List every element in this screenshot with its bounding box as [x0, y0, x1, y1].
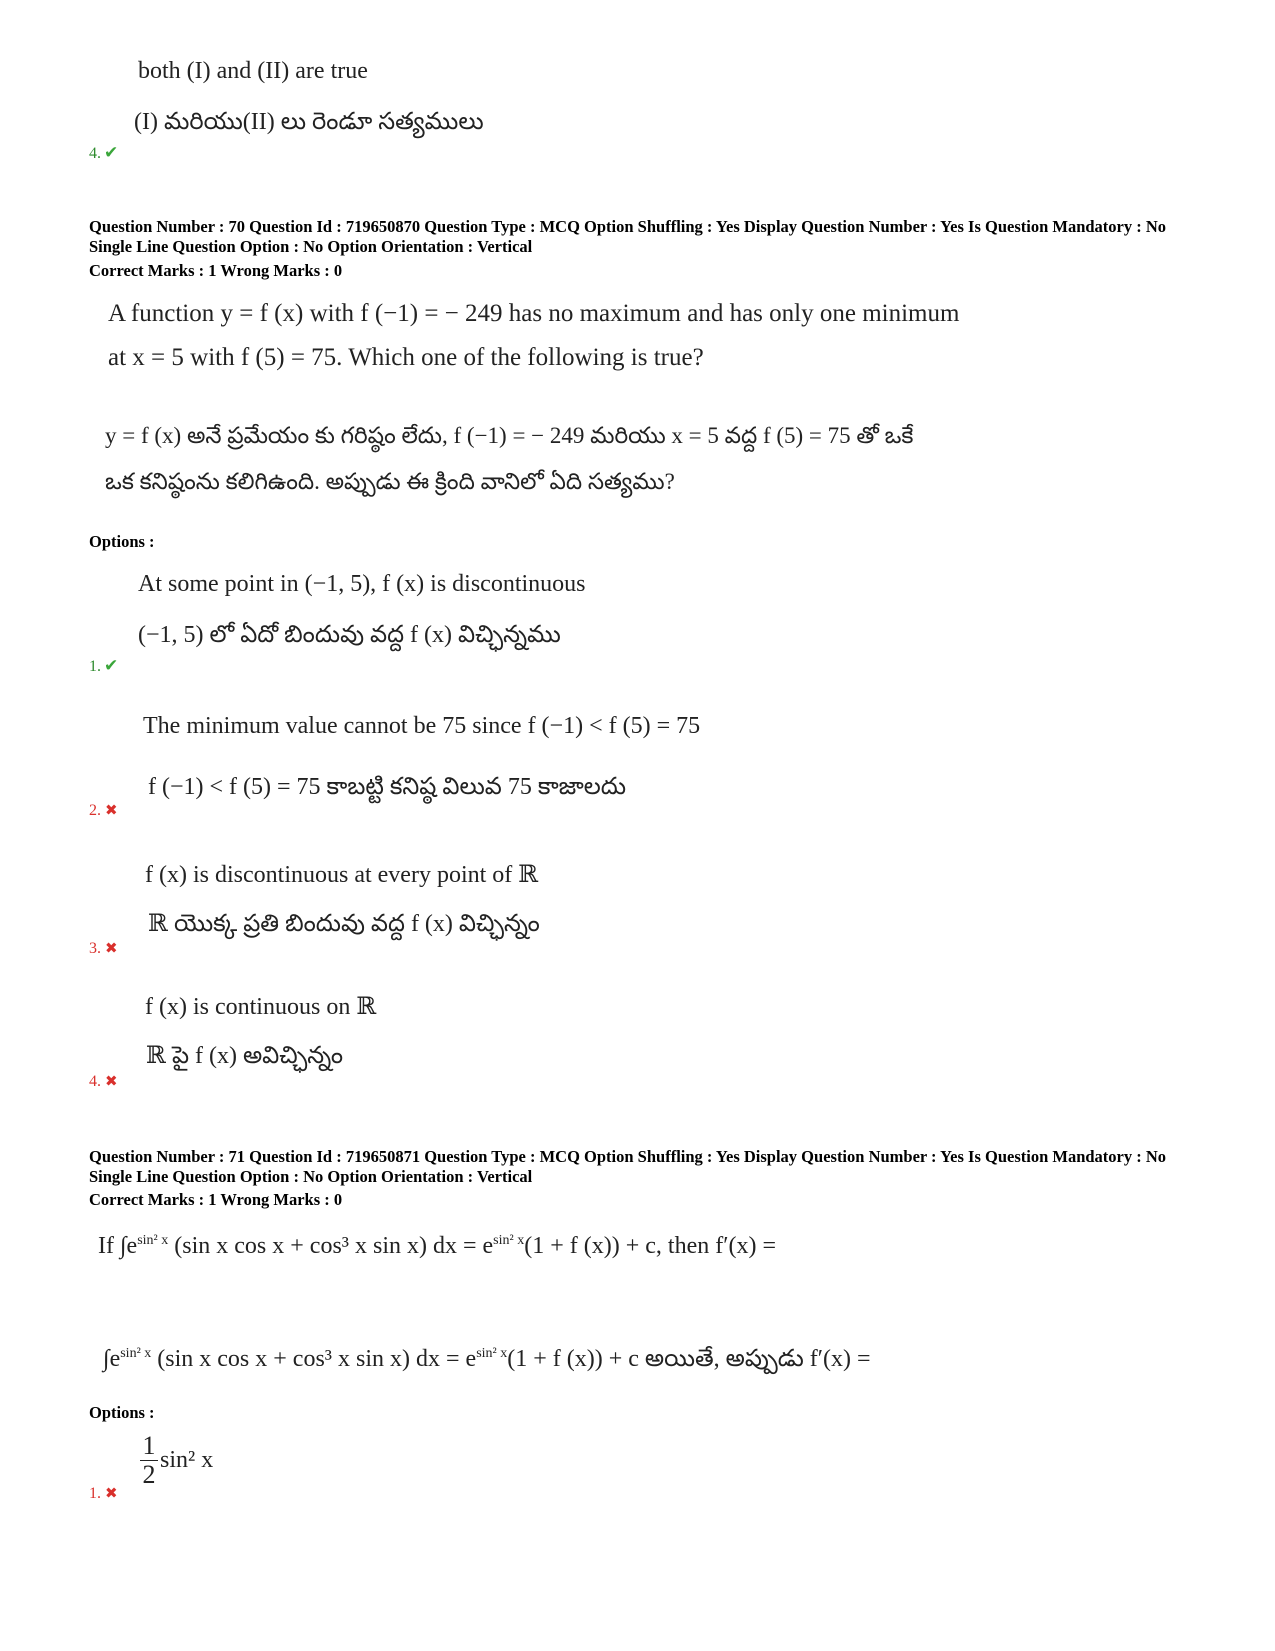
- question-70-option-3-text-te: ℝ యొక్క ప్రతి బిందువు వద్ద f (x) విచ్ఛిన్నం: [148, 911, 540, 937]
- question-71-option-1-label[interactable]: [89, 1484, 118, 1503]
- question-70-option-4-text-en: f (x) is continuous on ℝ: [145, 994, 377, 1020]
- fraction: [140, 1432, 158, 1489]
- question-71-options-label: Options :: [89, 1403, 155, 1422]
- numerator: 1: [142, 1431, 156, 1460]
- question-71-option-1-text: [140, 1432, 213, 1489]
- option-number: 4.: [89, 145, 101, 162]
- exponent: sin² x: [120, 1346, 152, 1361]
- question-71-meta: Question Number : 71 Question Id : 719650871 Question Type : MCQ Option Shuffling : Yes Display Question Number : Yes Is Question Mandatory : No Single Line Question Option : No Option Orientation : Vertical: [89, 1147, 1167, 1186]
- question-70-option-1-text-te: (−1, 5) లో ఏదో బిందువు వద్ద f (x) విచ్ఛిన్నము: [138, 622, 561, 648]
- question-70-text-en-line2: at x = 5 with f (5) = 75. Which one of the following is true?: [108, 344, 704, 371]
- question-70-option-2-label[interactable]: [89, 801, 118, 820]
- question-70-text-te-line2: ఒక కనిష్ఠంను కలిగిఉంది. అప్పుడు ఈ క్రింది వానిలో ఏది సత్యము?: [105, 469, 675, 494]
- check-icon: ✔: [104, 656, 119, 675]
- option-number: 1.: [89, 1485, 101, 1502]
- question-70-options-label: Options :: [89, 532, 155, 551]
- rhs: (1 + f (x)) + c: [524, 1233, 656, 1259]
- exponent: sin² x: [493, 1233, 525, 1248]
- question-70-option-4-text-te: ℝ పై f (x) అవిచ్ఛిన్నం: [146, 1043, 344, 1069]
- cross-icon: ✖: [105, 941, 118, 957]
- question-70-text-en-line1: A function y = f (x) with f (−1) = − 249 has no maximum and has only one minimum: [108, 300, 960, 327]
- option-number: 4.: [89, 1073, 101, 1090]
- question-71-marks: Correct Marks : 1 Wrong Marks : 0: [89, 1190, 343, 1209]
- check-icon: ✔: [104, 143, 119, 162]
- option-expression: sin² x: [160, 1447, 214, 1473]
- integrand: (sin x cos x + cos³ x sin x) dx = e: [174, 1233, 494, 1259]
- question-70-option-2-text-te: f (−1) < f (5) = 75 కాబట్టి కనిష్ఠ విలువ 75 కాజాలదు: [148, 774, 627, 800]
- option-number: 1.: [89, 658, 101, 675]
- then-clause-en: , then f′(x) =: [655, 1233, 776, 1259]
- option-number: 2.: [89, 802, 101, 819]
- denominator: 2: [142, 1460, 156, 1489]
- prev-option-4-text-te: (I) మరియు(II) లు రెండూ సత్యములు: [134, 109, 484, 135]
- prev-option-4-text-en: both (I) and (II) are true: [138, 58, 368, 84]
- if-word: If: [98, 1233, 114, 1259]
- then-clause-te: అయితే, అప్పుడు f′(x) =: [638, 1346, 871, 1372]
- question-70-option-2-text-en: The minimum value cannot be 75 since f (−1) < f (5) = 75: [143, 713, 701, 739]
- question-70-meta: Question Number : 70 Question Id : 719650870 Question Type : MCQ Option Shuffling : Yes Display Question Number : Yes Is Question Mandatory : No Single Line Question Option : No Option Orientation : Vertical: [89, 217, 1167, 256]
- question-71-text-en: [98, 1233, 776, 1260]
- question-70-option-1-text-en: At some point in (−1, 5), f (x) is discontinuous: [138, 571, 586, 597]
- question-70-option-4-label[interactable]: [89, 1072, 118, 1091]
- option-number: 3.: [89, 940, 101, 957]
- integrand: (sin x cos x + cos³ x sin x) dx = e: [157, 1346, 477, 1372]
- exponent: sin² x: [476, 1346, 508, 1361]
- question-70-marks: Correct Marks : 1 Wrong Marks : 0: [89, 261, 343, 280]
- rhs: (1 + f (x)) + c: [507, 1346, 639, 1372]
- cross-icon: ✖: [105, 803, 118, 819]
- integral-head: ∫e: [119, 1233, 138, 1259]
- question-70-option-3-label[interactable]: [89, 939, 118, 958]
- exponent: sin² x: [137, 1233, 169, 1248]
- question-70-option-1-label[interactable]: [89, 656, 118, 676]
- cross-icon: ✖: [105, 1486, 118, 1502]
- question-71-text-te: [103, 1345, 871, 1378]
- prev-option-4-label: [89, 143, 118, 163]
- integral-head: ∫e: [103, 1346, 121, 1372]
- cross-icon: ✖: [105, 1074, 118, 1090]
- question-70-text-te-line1: y = f (x) అనే ప్రమేయం కు గరిష్ఠం లేదు, f (−1) = − 249 మరియు x = 5 వద్ద f (5) = 75 తో ఒకే: [105, 423, 914, 448]
- question-70-option-3-text-en: f (x) is discontinuous at every point of ℝ: [145, 862, 539, 888]
